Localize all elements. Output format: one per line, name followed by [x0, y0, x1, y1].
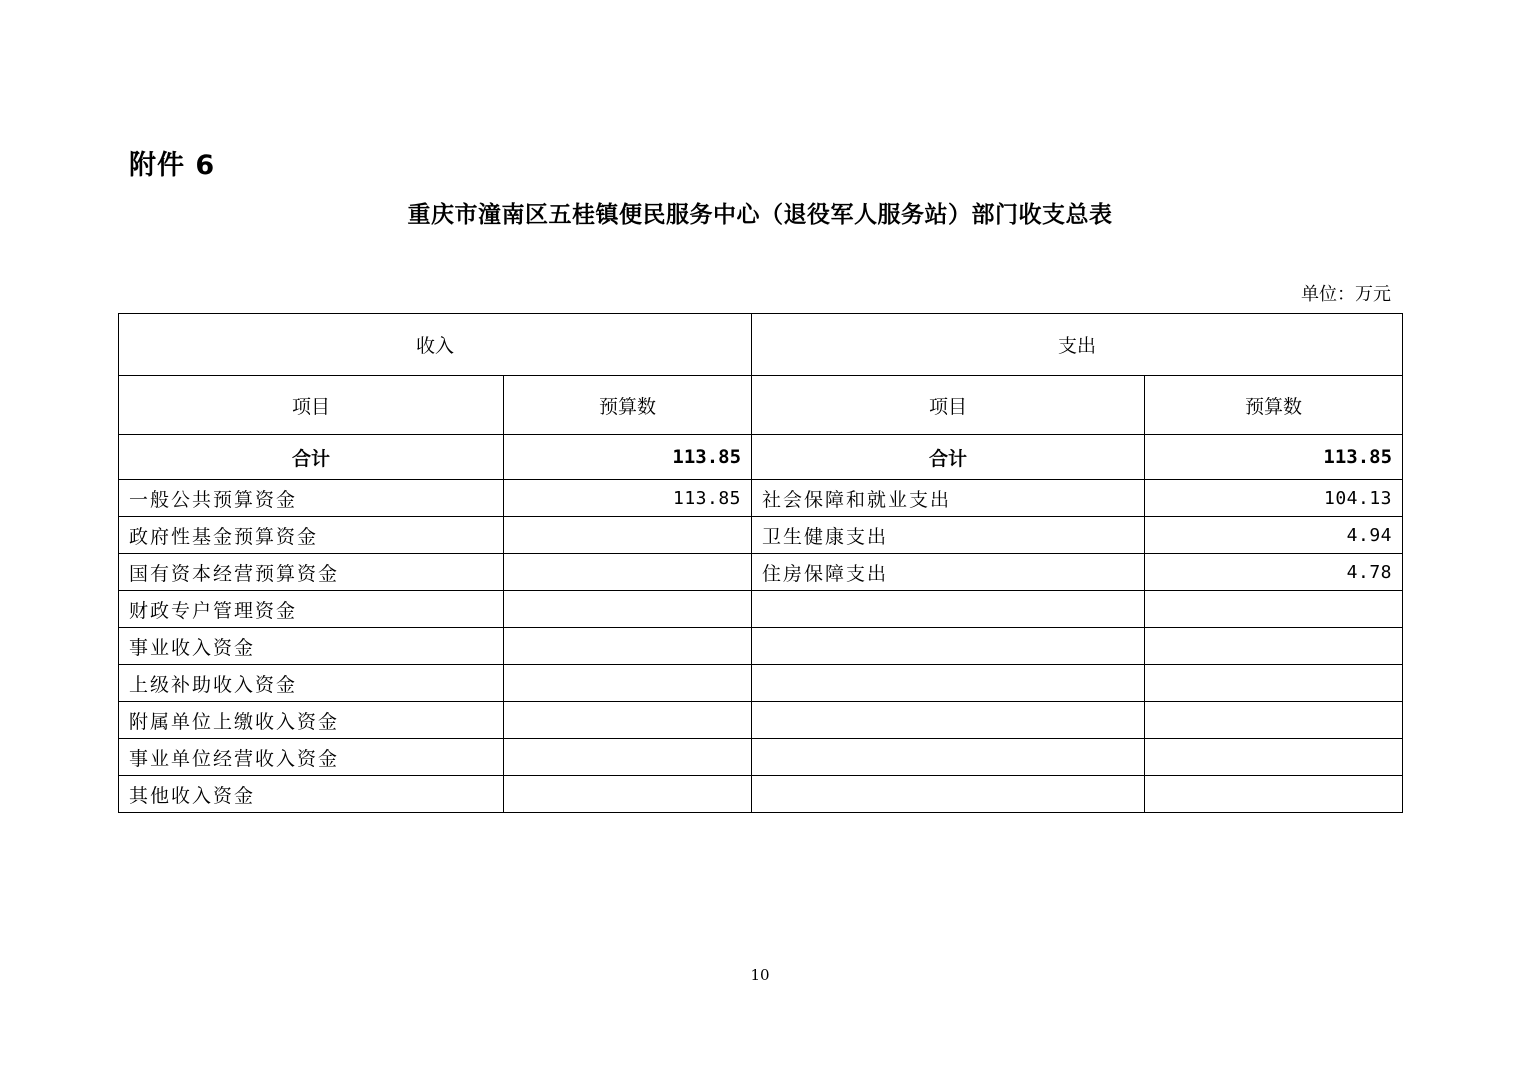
- income-budget-column-header: 预算数: [504, 376, 752, 435]
- expense-value: [1145, 665, 1403, 702]
- expense-total-label: 合计: [752, 435, 1145, 480]
- table-row: [119, 480, 1403, 517]
- table-row: [119, 702, 1403, 739]
- expense-item: [752, 739, 1145, 776]
- expense-item-column-header: 项目: [752, 376, 1145, 435]
- income-item: 政府性基金预算资金: [119, 517, 504, 554]
- page-number: 10: [750, 966, 770, 984]
- income-total-label: 合计: [119, 435, 504, 480]
- income-value: 113.85: [504, 480, 752, 517]
- table-row: [119, 776, 1403, 813]
- total-row: [119, 435, 1403, 480]
- budget-summary-table: [118, 313, 1403, 813]
- table-subheader-row: [119, 376, 1403, 435]
- expense-total-value: 113.85: [1145, 435, 1403, 480]
- income-item-column-header: 项目: [119, 376, 504, 435]
- expense-item: 卫生健康支出: [752, 517, 1145, 554]
- income-value: [504, 702, 752, 739]
- income-value: [504, 554, 752, 591]
- table-row: [119, 591, 1403, 628]
- income-item: 附属单位上缴收入资金: [119, 702, 504, 739]
- income-value: [504, 517, 752, 554]
- income-item: 事业单位经营收入资金: [119, 739, 504, 776]
- expense-item: [752, 776, 1145, 813]
- table-row: [119, 739, 1403, 776]
- expense-value: [1145, 776, 1403, 813]
- attachment-label: 附件 6: [129, 150, 216, 181]
- income-item: 事业收入资金: [119, 628, 504, 665]
- expense-value: 104.13: [1145, 480, 1403, 517]
- table-row: [119, 665, 1403, 702]
- table-row: [119, 628, 1403, 665]
- expense-value: [1145, 628, 1403, 665]
- expense-value: [1145, 702, 1403, 739]
- income-value: [504, 591, 752, 628]
- unit-label: 单位：万元: [1301, 284, 1391, 305]
- income-header: 收入: [119, 314, 752, 376]
- table-header-row: [119, 314, 1403, 376]
- expense-item: [752, 665, 1145, 702]
- expense-item: 社会保障和就业支出: [752, 480, 1145, 517]
- expense-item: [752, 591, 1145, 628]
- table-row: [119, 554, 1403, 591]
- income-item: 一般公共预算资金: [119, 480, 504, 517]
- income-total-value: 113.85: [504, 435, 752, 480]
- expense-value: 4.94: [1145, 517, 1403, 554]
- expense-header: 支出: [752, 314, 1403, 376]
- income-item: 国有资本经营预算资金: [119, 554, 504, 591]
- expense-value: [1145, 739, 1403, 776]
- expense-item: [752, 628, 1145, 665]
- expense-item: [752, 702, 1145, 739]
- income-value: [504, 628, 752, 665]
- income-item: 财政专户管理资金: [119, 591, 504, 628]
- expense-value: [1145, 591, 1403, 628]
- table-row: [119, 517, 1403, 554]
- expense-item: 住房保障支出: [752, 554, 1145, 591]
- income-value: [504, 739, 752, 776]
- income-item: 其他收入资金: [119, 776, 504, 813]
- income-value: [504, 665, 752, 702]
- expense-value: 4.78: [1145, 554, 1403, 591]
- income-item: 上级补助收入资金: [119, 665, 504, 702]
- income-value: [504, 776, 752, 813]
- document-title: 重庆市潼南区五桂镇便民服务中心（退役军人服务站）部门收支总表: [407, 202, 1113, 228]
- expense-budget-column-header: 预算数: [1145, 376, 1403, 435]
